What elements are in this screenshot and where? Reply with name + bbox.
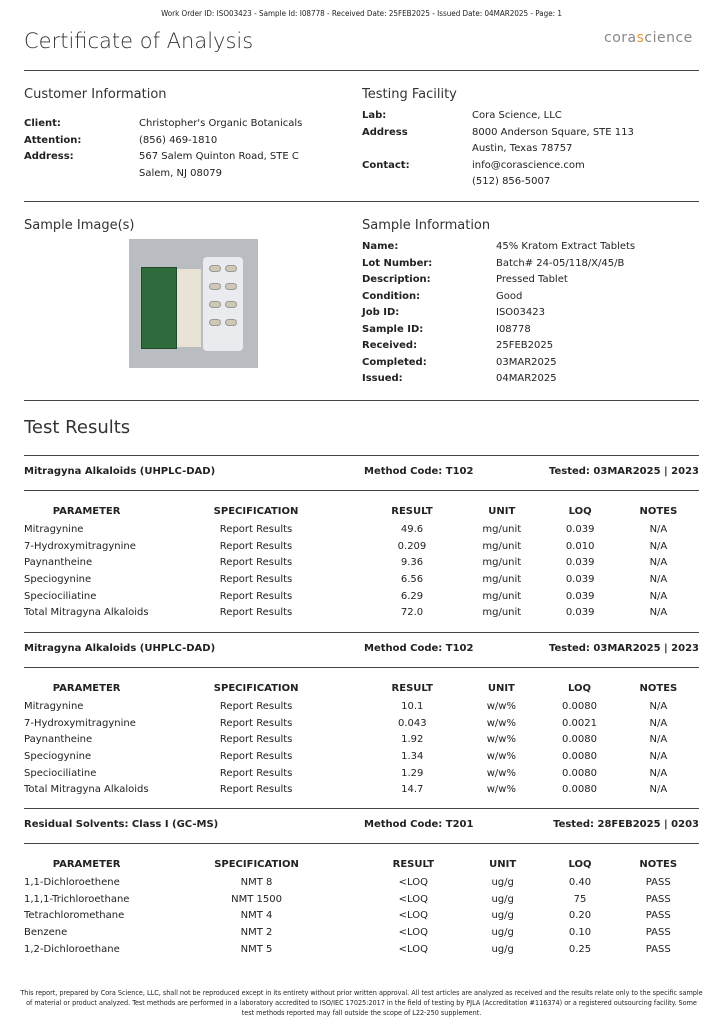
table-cell: 7-Hydroxymitragynine xyxy=(24,540,136,552)
table-row xyxy=(24,781,699,798)
table-cell: 1,1,1-Trichloroethane xyxy=(24,893,130,905)
divider xyxy=(24,667,699,668)
column-header: RESULT xyxy=(392,858,435,870)
info-row xyxy=(362,256,635,273)
info-row xyxy=(24,166,302,183)
column-header: SPECIFICATION xyxy=(213,682,299,694)
table-cell: 72.0 xyxy=(400,607,424,619)
info-value: Cora Science, LLC xyxy=(472,110,562,121)
column-header: LOQ xyxy=(568,505,592,517)
table-cell: NMT 8 xyxy=(240,876,273,888)
customer-info xyxy=(24,116,302,182)
table-cell: Total Mitragyna Alkaloids xyxy=(24,607,149,619)
column-header: SPECIFICATION xyxy=(213,505,299,517)
table-cell: NMT 4 xyxy=(240,910,273,922)
info-label: Completed: xyxy=(362,356,427,368)
info-label: Address xyxy=(362,126,408,138)
info-label: Client: xyxy=(24,118,61,129)
table-cell: mg/unit xyxy=(482,607,522,619)
column-header: RESULT xyxy=(391,682,433,694)
table-cell: Report Results xyxy=(219,540,293,552)
table-cell: Speciogynine xyxy=(24,750,92,762)
info-row xyxy=(362,272,635,289)
table-cell: 14.7 xyxy=(401,784,424,796)
table-cell: 0.010 xyxy=(565,540,595,552)
table-header xyxy=(24,854,699,874)
table-cell: Paynantheine xyxy=(24,557,93,569)
divider xyxy=(24,455,699,456)
table-cell: 1.34 xyxy=(401,750,424,762)
table-row xyxy=(24,907,699,924)
table-cell: <LOQ xyxy=(398,910,429,922)
info-row xyxy=(362,355,635,372)
column-header: LOQ xyxy=(567,682,592,694)
table-cell: N/A xyxy=(649,557,668,569)
info-label: Contact: xyxy=(362,159,410,171)
table-cell: 9.36 xyxy=(400,557,424,569)
info-row xyxy=(362,289,635,306)
info-value: 25FEB2025 xyxy=(496,340,554,351)
table-cell: 0.40 xyxy=(568,876,592,888)
sample-photo xyxy=(129,239,258,368)
table-cell: 0.039 xyxy=(565,523,595,535)
table-cell: ug/g xyxy=(491,876,514,888)
test-results-heading: Test Results xyxy=(24,417,131,438)
method-code: Method Code: T201 xyxy=(364,819,474,830)
table-cell: N/A xyxy=(649,540,668,552)
table-row xyxy=(24,765,699,782)
table-cell: Tetrachloromethane xyxy=(24,910,125,922)
info-value: Salem, NJ 08079 xyxy=(139,167,222,179)
table-row xyxy=(24,874,699,891)
table-cell: mg/unit xyxy=(482,523,522,535)
info-label: Job ID: xyxy=(362,307,400,318)
table-cell: 7-Hydroxymitragynine xyxy=(24,717,136,729)
table-cell: Report Results xyxy=(219,750,293,762)
sample-info-heading: Sample Information xyxy=(362,218,491,233)
info-row xyxy=(362,174,634,191)
info-value: 03MAR2025 xyxy=(496,356,557,368)
table-cell: 6.56 xyxy=(400,573,424,585)
table-cell: mg/unit xyxy=(482,540,522,552)
table-row xyxy=(24,521,699,538)
info-value: Pressed Tablet xyxy=(496,274,568,285)
info-value: 8000 Anderson Square, STE 113 xyxy=(472,126,634,138)
table-cell: Benzene xyxy=(24,926,68,938)
table-cell: 0.0021 xyxy=(562,717,597,729)
divider xyxy=(24,808,699,809)
table-cell: 1,1-Dichloroethene xyxy=(24,876,120,888)
divider xyxy=(24,400,699,401)
group-title: Residual Solvents: Class I (GC-MS) xyxy=(24,819,219,830)
table-cell: w/w% xyxy=(486,700,516,712)
column-header: NOTES xyxy=(639,682,678,694)
table-cell: <LOQ xyxy=(398,893,429,905)
table-cell: Speciociliatine xyxy=(24,590,97,602)
info-row xyxy=(362,322,635,339)
table-cell: 0.0080 xyxy=(562,767,597,779)
table-row xyxy=(24,571,699,588)
tested-date: Tested: 03MAR2025 | 2023 xyxy=(548,643,699,654)
divider xyxy=(24,632,699,633)
table-cell: w/w% xyxy=(486,750,516,762)
info-value: 45% Kratom Extract Tablets xyxy=(496,241,636,252)
divider xyxy=(24,490,699,491)
info-label: Condition: xyxy=(362,290,421,302)
table-cell: 0.039 xyxy=(565,590,595,602)
table-cell: 0.0080 xyxy=(562,750,597,762)
column-header: NOTES xyxy=(639,858,678,870)
table-cell: ug/g xyxy=(491,910,514,922)
table-cell: Mitragynine xyxy=(24,700,84,712)
method-code: Method Code: T102 xyxy=(364,466,474,477)
info-row xyxy=(362,305,635,322)
info-row xyxy=(24,133,302,150)
table-cell: 0.039 xyxy=(565,607,595,619)
info-label: Received: xyxy=(362,340,418,351)
info-label: Description: xyxy=(362,274,431,285)
facility-info xyxy=(362,108,634,191)
table-cell: Report Results xyxy=(219,607,293,619)
table-cell: Mitragynine xyxy=(24,523,84,535)
table-cell: N/A xyxy=(649,590,668,602)
table-cell: Report Results xyxy=(219,717,293,729)
table-cell: w/w% xyxy=(486,717,516,729)
test-group-header xyxy=(24,819,699,830)
table-row xyxy=(24,715,699,732)
table-row xyxy=(24,891,699,908)
info-label: Sample ID: xyxy=(362,323,424,335)
group-title: Mitragyna Alkaloids (UHPLC-DAD) xyxy=(24,466,216,477)
disclaimer: This report, prepared by Cora Science, LLC, shall not be reproduced except in its entirety without prior written approval. All test articles are analyzed as received and the results relate only to the specific sample of material or product analyzed. Test methods are performed in a laboratory accredited to ISO/IEC 17025:2017 in the field of testing by PJLA (Accreditation #116374) or a registered outsourcing facility. Some test methods reported may fall outside the scope of L22-250 supplement. xyxy=(20,988,703,1017)
table-cell: w/w% xyxy=(486,734,516,746)
tested-date: Tested: 03MAR2025 | 2023 xyxy=(548,466,699,477)
divider xyxy=(24,70,699,71)
tested-date: Tested: 28FEB2025 | 0203 xyxy=(553,819,699,830)
table-cell: 0.10 xyxy=(568,926,592,938)
table-cell: 1.29 xyxy=(401,767,424,779)
table-cell: ug/g xyxy=(491,893,514,905)
info-row xyxy=(362,141,634,158)
table-cell: Report Results xyxy=(219,734,293,746)
info-row xyxy=(362,158,634,175)
info-label: Attention: xyxy=(24,134,82,146)
table-cell: NMT 2 xyxy=(240,926,273,938)
table-cell: N/A xyxy=(649,700,668,712)
table-cell: 0.25 xyxy=(568,943,592,955)
sample-image-heading: Sample Image(s) xyxy=(24,218,135,233)
method-code: Method Code: T102 xyxy=(364,643,474,654)
info-label xyxy=(362,141,472,158)
column-header: PARAMETER xyxy=(52,505,121,517)
results-table xyxy=(24,854,699,957)
table-cell: mg/unit xyxy=(482,573,522,585)
results-table xyxy=(24,678,699,798)
customer-heading: Customer Information xyxy=(24,87,167,102)
table-cell: N/A xyxy=(649,750,668,762)
column-header: SPECIFICATION xyxy=(214,858,299,870)
table-cell: 0.0080 xyxy=(562,734,597,746)
results-table xyxy=(24,501,699,621)
table-cell: Report Results xyxy=(219,523,293,535)
table-cell: 0.209 xyxy=(397,540,427,552)
info-value: Batch# 24-05/118/X/45/B xyxy=(496,257,625,269)
table-cell: N/A xyxy=(649,717,668,729)
table-cell: 49.6 xyxy=(400,523,424,535)
table-row xyxy=(24,698,699,715)
table-cell: Paynantheine xyxy=(24,734,93,746)
table-cell: Total Mitragyna Alkaloids xyxy=(24,784,149,796)
table-row xyxy=(24,941,699,958)
info-row xyxy=(362,338,635,355)
info-label: Lab: xyxy=(362,110,387,121)
info-label: Address: xyxy=(24,151,74,162)
info-value: (856) 469-1810 xyxy=(139,134,218,146)
table-cell: NMT 1500 xyxy=(231,893,282,905)
table-cell: 10.1 xyxy=(401,700,424,712)
info-value: (512) 856-5007 xyxy=(472,176,551,187)
info-label: Lot Number: xyxy=(362,257,433,269)
info-row xyxy=(362,108,634,125)
table-cell: N/A xyxy=(649,767,668,779)
test-group-header xyxy=(24,643,699,654)
table-cell: N/A xyxy=(649,734,668,746)
table-cell: <LOQ xyxy=(398,926,429,938)
table-cell: N/A xyxy=(649,607,668,619)
table-cell: <LOQ xyxy=(398,943,429,955)
info-row xyxy=(362,125,634,142)
table-header xyxy=(24,501,699,521)
table-cell: 6.29 xyxy=(400,590,424,602)
column-header: PARAMETER xyxy=(52,682,121,694)
table-cell: 75 xyxy=(573,893,587,905)
info-label xyxy=(362,174,472,191)
info-value: 04MAR2025 xyxy=(496,373,557,384)
table-cell: 0.20 xyxy=(568,910,592,922)
table-cell: ug/g xyxy=(491,926,514,938)
info-value: Good xyxy=(496,290,523,302)
column-header: PARAMETER xyxy=(52,858,121,870)
table-cell: PASS xyxy=(645,910,671,922)
info-label: Issued: xyxy=(362,373,403,384)
table-cell: 0.0080 xyxy=(562,700,597,712)
table-cell: PASS xyxy=(645,943,671,955)
divider xyxy=(24,201,699,202)
table-cell: 0.0080 xyxy=(562,784,597,796)
table-cell: w/w% xyxy=(486,767,516,779)
table-cell: mg/unit xyxy=(482,557,522,569)
table-cell: Report Results xyxy=(219,700,293,712)
table-cell: Report Results xyxy=(219,590,293,602)
info-label xyxy=(24,166,139,183)
table-cell: 0.039 xyxy=(565,573,595,585)
table-row xyxy=(24,554,699,571)
facility-heading: Testing Facility xyxy=(362,87,457,102)
table-row xyxy=(24,731,699,748)
table-cell: Speciogynine xyxy=(24,573,92,585)
table-cell: w/w% xyxy=(486,784,516,796)
table-cell: 0.043 xyxy=(397,717,427,729)
info-row xyxy=(24,116,302,133)
group-title: Mitragyna Alkaloids (UHPLC-DAD) xyxy=(24,643,216,654)
table-cell: PASS xyxy=(645,926,671,938)
page-title: Certificate of Analysis xyxy=(24,29,254,53)
info-row xyxy=(362,239,635,256)
table-row xyxy=(24,604,699,621)
table-cell: N/A xyxy=(649,784,668,796)
table-cell: Report Results xyxy=(219,557,293,569)
cora-science-logo: corascience xyxy=(604,30,693,46)
work-order-line: Work Order ID: ISO03423 - Sample Id: I08778 - Received Date: 25FEB2025 - Issued Date: 04MAR2025 - Page: 1 xyxy=(161,9,562,18)
table-cell: N/A xyxy=(649,523,668,535)
divider xyxy=(24,843,699,844)
table-cell: ug/g xyxy=(491,943,514,955)
table-row xyxy=(24,748,699,765)
test-group-header xyxy=(24,466,699,477)
column-header: NOTES xyxy=(639,505,678,517)
table-cell: Report Results xyxy=(219,784,293,796)
info-row xyxy=(362,371,635,388)
table-cell: Report Results xyxy=(219,767,293,779)
table-cell: 1,2-Dichloroethane xyxy=(24,943,120,955)
info-label: Name: xyxy=(362,241,399,252)
info-value: Austin, Texas 78757 xyxy=(472,143,573,154)
info-value: Christopher's Organic Botanicals xyxy=(139,118,303,129)
info-value: ISO03423 xyxy=(496,307,545,318)
table-header xyxy=(24,678,699,698)
table-cell: PASS xyxy=(645,893,671,905)
info-value: I08778 xyxy=(496,323,531,335)
info-value: 567 Salem Quinton Road, STE C xyxy=(139,151,299,162)
info-row xyxy=(24,149,302,166)
column-header: UNIT xyxy=(488,505,516,517)
column-header: LOQ xyxy=(568,858,592,870)
column-header: RESULT xyxy=(391,505,433,517)
table-cell: N/A xyxy=(649,573,668,585)
table-row xyxy=(24,924,699,941)
sample-info xyxy=(362,239,635,388)
table-cell: <LOQ xyxy=(398,876,429,888)
table-cell: NMT 5 xyxy=(240,943,273,955)
table-cell: Report Results xyxy=(219,573,293,585)
table-cell: 1.92 xyxy=(401,734,424,746)
info-value: info@corascience.com xyxy=(472,159,585,171)
column-header: UNIT xyxy=(489,858,517,870)
table-cell: Speciociliatine xyxy=(24,767,97,779)
table-cell: mg/unit xyxy=(482,590,522,602)
table-cell: PASS xyxy=(645,876,671,888)
table-cell: 0.039 xyxy=(565,557,595,569)
table-row xyxy=(24,588,699,605)
column-header: UNIT xyxy=(487,682,515,694)
table-row xyxy=(24,538,699,555)
